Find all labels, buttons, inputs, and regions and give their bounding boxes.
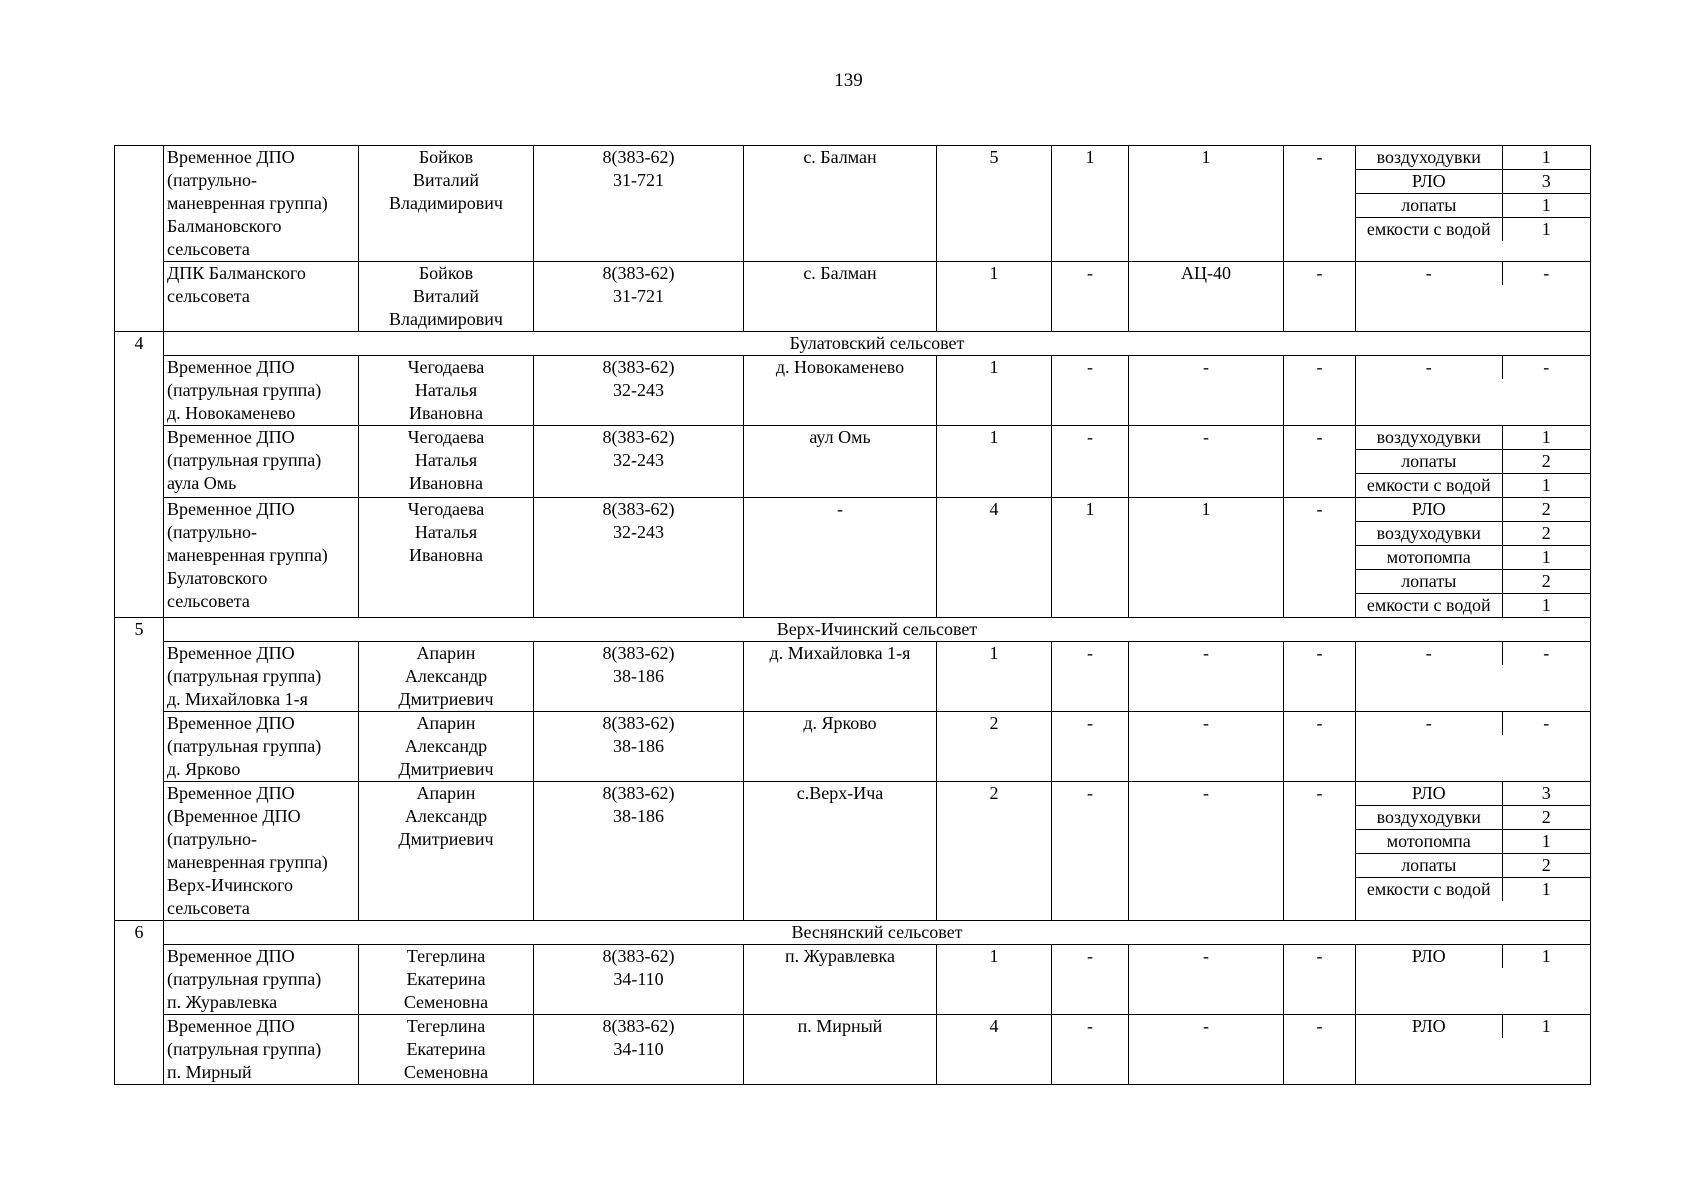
equipment-name: емкости с водой	[1366, 595, 1491, 615]
cell-line: Ивановна	[408, 473, 483, 493]
unit-name	[164, 146, 359, 262]
unit-name	[164, 642, 359, 712]
table-row	[115, 782, 1591, 921]
cell-line: (патрульная группа)	[167, 666, 322, 686]
unit-head	[359, 262, 534, 332]
cell-line: 32-243	[613, 450, 664, 470]
cell-line: п. Мирный	[167, 1062, 252, 1082]
unit-head	[359, 426, 534, 498]
equipment-item	[1356, 806, 1590, 830]
equipment-item	[1356, 170, 1590, 194]
cell-line: 8(383-62)	[602, 946, 675, 966]
cell-c3: -	[1129, 642, 1284, 712]
cell-c3: -	[1129, 712, 1284, 782]
cell-line: маневренная группа)	[167, 545, 328, 565]
equipment-item	[1356, 546, 1590, 570]
cell-line: 34-110	[613, 969, 664, 989]
cell-c4: -	[1284, 712, 1356, 782]
cell-line: 8(383-62)	[602, 147, 675, 167]
equipment-count: -	[1502, 642, 1590, 665]
cell-c1: 4	[937, 498, 1052, 618]
cell-line: аула Омь	[167, 473, 237, 493]
cell-line: 34-110	[613, 1039, 664, 1059]
group-number	[115, 146, 164, 332]
equipment-list	[1356, 945, 1590, 968]
cell-line: (патрульная группа)	[167, 969, 322, 989]
cell-line: 8(383-62)	[602, 263, 675, 283]
equipment-count: 1	[1502, 194, 1590, 218]
equipment-cell	[1356, 712, 1591, 782]
cell-line: (патрульно-	[167, 522, 258, 542]
group-number: 6	[115, 921, 164, 1085]
cell-c4: -	[1284, 356, 1356, 426]
equipment-count: -	[1502, 356, 1590, 379]
cell-line: 8(383-62)	[602, 643, 675, 663]
cell-place: аул Омь	[744, 426, 937, 498]
cell-c4: -	[1284, 945, 1356, 1015]
cell-line: 8(383-62)	[602, 1016, 675, 1036]
cell-line: Виталий	[412, 170, 480, 190]
cell-line: Семеновна	[403, 1062, 489, 1082]
cell-line: Наталья	[414, 522, 478, 542]
cell-line: Апарин	[416, 643, 476, 663]
equipment-count: -	[1502, 262, 1590, 285]
cell-c4: -	[1284, 642, 1356, 712]
cell-place: п. Журавлевка	[744, 945, 937, 1015]
cell-line: Наталья	[414, 450, 478, 470]
equipment-count: 2	[1502, 570, 1590, 594]
equipment-list	[1356, 1015, 1590, 1038]
cell-line: 31-721	[613, 170, 664, 190]
cell-place: д. Михайловка 1-я	[744, 642, 937, 712]
cell-c1: 1	[937, 945, 1052, 1015]
equipment-cell	[1356, 426, 1591, 498]
equipment-name: воздуходувки	[1356, 146, 1502, 170]
equipment-item	[1356, 262, 1590, 285]
unit-name	[164, 498, 359, 618]
unit-name	[164, 945, 359, 1015]
equipment-count: 1	[1502, 426, 1590, 450]
equipment-item	[1356, 522, 1590, 546]
table-row	[115, 945, 1591, 1015]
cell-line: Временное ДПО	[167, 499, 295, 519]
cell-line: 32-243	[613, 522, 664, 542]
equipment-count: 1	[1502, 945, 1590, 968]
equipment-item	[1356, 450, 1590, 474]
equipment-list	[1356, 426, 1590, 497]
equipment-item	[1356, 830, 1590, 854]
table-row	[115, 498, 1591, 618]
equipment-item	[1356, 782, 1590, 806]
unit-name	[164, 782, 359, 921]
equipment-name: РЛО	[1411, 946, 1446, 966]
cell-c4: -	[1284, 262, 1356, 332]
cell-line: Наталья	[414, 380, 478, 400]
table-row	[115, 146, 1591, 262]
cell-line: ДПК Балманского	[167, 263, 306, 283]
cell-c4: -	[1284, 146, 1356, 262]
cell-line: Временное ДПО	[167, 713, 295, 733]
cell-line: Чегодаева	[407, 357, 485, 377]
cell-line: 38-186	[613, 736, 664, 756]
equipment-name: лопаты	[1356, 194, 1502, 218]
section-title: Булатовский сельсовет	[164, 332, 1591, 356]
cell-line: Дмитриевич	[398, 829, 494, 849]
cell-c4: -	[1284, 426, 1356, 498]
equipment-item	[1356, 878, 1590, 902]
cell-c2: -	[1052, 1015, 1129, 1085]
equipment-count: 1	[1502, 594, 1590, 618]
equipment-count: 2	[1502, 522, 1590, 546]
cell-c3: 1	[1129, 146, 1284, 262]
cell-line: Временное ДПО	[167, 783, 295, 803]
cell-place: с. Балман	[744, 262, 937, 332]
unit-phone	[534, 1015, 744, 1085]
equipment-cell	[1356, 642, 1591, 712]
cell-line: Владимирович	[389, 309, 503, 329]
cell-line: Временное ДПО	[167, 1016, 295, 1036]
cell-line: Бойков	[418, 147, 474, 167]
cell-line: Временное ДПО	[167, 643, 295, 663]
unit-phone	[534, 498, 744, 618]
cell-line: Тегерлина	[406, 1016, 486, 1036]
cell-line: 38-186	[613, 806, 664, 826]
equipment-name: -	[1425, 263, 1432, 283]
table-row	[115, 712, 1591, 782]
cell-line: Виталий	[412, 286, 480, 306]
cell-line: Владимирович	[389, 193, 503, 213]
section-row	[115, 618, 1591, 642]
cell-c1: 1	[937, 642, 1052, 712]
cell-line: (патрульная группа)	[167, 380, 322, 400]
cell-line: Балмановского	[167, 216, 282, 236]
cell-c1: 4	[937, 1015, 1052, 1085]
group-number: 4	[115, 332, 164, 618]
cell-line: сельсовета	[167, 239, 250, 259]
cell-line: (патрульно-	[167, 829, 258, 849]
cell-line: 8(383-62)	[602, 713, 675, 733]
cell-line: Чегодаева	[407, 427, 485, 447]
cell-c1: 1	[937, 262, 1052, 332]
unit-head	[359, 782, 534, 921]
equipment-item	[1356, 474, 1590, 498]
cell-c3: -	[1129, 356, 1284, 426]
cell-c4: -	[1284, 498, 1356, 618]
cell-line: (патрульная группа)	[167, 450, 322, 470]
equipment-name: мотопомпа	[1356, 546, 1502, 570]
equipment-count: 1	[1502, 1015, 1590, 1038]
unit-name	[164, 712, 359, 782]
cell-c2: -	[1052, 945, 1129, 1015]
equipment-item	[1356, 570, 1590, 594]
cell-line: п. Журавлевка	[167, 992, 278, 1012]
equipment-name: РЛО	[1411, 1016, 1446, 1036]
cell-line: Апарин	[416, 783, 476, 803]
unit-phone	[534, 712, 744, 782]
section-title: Веснянский сельсовет	[164, 921, 1591, 945]
cell-line: Булатовского	[167, 568, 268, 588]
unit-name	[164, 426, 359, 498]
cell-c3: -	[1129, 782, 1284, 921]
section-row	[115, 332, 1591, 356]
cell-line: Александр	[404, 666, 488, 686]
page-number: 139	[834, 70, 863, 91]
equipment-cell	[1356, 945, 1591, 1015]
equipment-count: 2	[1502, 806, 1590, 830]
equipment-item	[1356, 498, 1590, 522]
equipment-count: 1	[1502, 218, 1590, 242]
equipment-item	[1356, 218, 1590, 242]
cell-line: маневренная группа)	[167, 193, 328, 213]
section-title: Верх-Ичинский сельсовет	[164, 618, 1591, 642]
group-number: 5	[115, 618, 164, 921]
equipment-list	[1356, 146, 1590, 241]
equipment-count: 2	[1502, 498, 1590, 522]
cell-line: д. Новокаменево	[167, 403, 296, 423]
table-row	[115, 356, 1591, 426]
unit-head	[359, 356, 534, 426]
equipment-cell	[1356, 1015, 1591, 1085]
table-row	[115, 426, 1591, 498]
cell-line: Ивановна	[408, 545, 483, 565]
equipment-list	[1356, 642, 1590, 665]
equipment-name: емкости с водой	[1366, 879, 1491, 899]
cell-line: Апарин	[416, 713, 476, 733]
cell-line: (патрульно-	[167, 170, 258, 190]
equipment-name: воздуходувки	[1356, 426, 1502, 450]
equipment-item	[1356, 1015, 1590, 1038]
unit-name	[164, 356, 359, 426]
cell-line: (патрульная группа)	[167, 1039, 322, 1059]
equipment-item	[1356, 945, 1590, 968]
unit-phone	[534, 782, 744, 921]
cell-line: 8(383-62)	[602, 427, 675, 447]
cell-line: Тегерлина	[406, 946, 486, 966]
cell-line: 38-186	[613, 666, 664, 686]
cell-c1: 2	[937, 782, 1052, 921]
cell-place: -	[744, 498, 937, 618]
cell-line: сельсовета	[167, 898, 250, 918]
cell-c2: 1	[1052, 498, 1129, 618]
unit-phone	[534, 945, 744, 1015]
equipment-list	[1356, 712, 1590, 735]
cell-c2: -	[1052, 642, 1129, 712]
equipment-count: 1	[1502, 474, 1590, 498]
unit-head	[359, 945, 534, 1015]
equipment-count: 3	[1502, 782, 1590, 806]
equipment-name: лопаты	[1356, 854, 1502, 878]
cell-place: с.Верх-Ича	[744, 782, 937, 921]
cell-line: 32-243	[613, 380, 664, 400]
unit-name	[164, 262, 359, 332]
equipment-cell	[1356, 498, 1591, 618]
unit-phone	[534, 356, 744, 426]
equipment-list	[1356, 782, 1590, 901]
cell-line: (Временное ДПО	[167, 806, 301, 826]
unit-head	[359, 1015, 534, 1085]
equipment-item	[1356, 146, 1590, 170]
cell-c3: -	[1129, 426, 1284, 498]
unit-head	[359, 146, 534, 262]
equipment-count: 1	[1502, 546, 1590, 570]
equipment-cell	[1356, 262, 1591, 332]
equipment-name: РЛО	[1356, 498, 1502, 522]
equipment-name: -	[1425, 713, 1432, 733]
cell-c4: -	[1284, 782, 1356, 921]
unit-head	[359, 498, 534, 618]
cell-c2: -	[1052, 782, 1129, 921]
cell-line: Екатерина	[406, 1039, 486, 1059]
equipment-item	[1356, 712, 1590, 735]
cell-line: Чегодаева	[407, 499, 485, 519]
equipment-item	[1356, 594, 1590, 618]
equipment-name: РЛО	[1356, 782, 1502, 806]
equipment-cell	[1356, 356, 1591, 426]
cell-place: д. Новокаменево	[744, 356, 937, 426]
cell-c3: 1	[1129, 498, 1284, 618]
cell-c3: -	[1129, 945, 1284, 1015]
equipment-name: лопаты	[1356, 570, 1502, 594]
cell-c3: -	[1129, 1015, 1284, 1085]
equipment-name: емкости с водой	[1366, 475, 1491, 495]
cell-c2: -	[1052, 356, 1129, 426]
equipment-count: 2	[1502, 450, 1590, 474]
cell-c1: 1	[937, 426, 1052, 498]
cell-c4: -	[1284, 1015, 1356, 1085]
cell-c1: 5	[937, 146, 1052, 262]
cell-place: п. Мирный	[744, 1015, 937, 1085]
table-row	[115, 642, 1591, 712]
unit-phone	[534, 146, 744, 262]
cell-line: сельсовета	[167, 286, 250, 306]
cell-line: (патрульная группа)	[167, 736, 322, 756]
cell-line: Временное ДПО	[167, 357, 295, 377]
equipment-item	[1356, 356, 1590, 379]
cell-line: Дмитриевич	[398, 689, 494, 709]
equipment-list	[1356, 262, 1590, 285]
equipment-count: 1	[1502, 878, 1590, 902]
equipment-count: 3	[1502, 170, 1590, 194]
equipment-count: 1	[1502, 830, 1590, 854]
cell-line: Временное ДПО	[167, 147, 295, 167]
equipment-name: воздуходувки	[1356, 806, 1502, 830]
cell-place: д. Ярково	[744, 712, 937, 782]
equipment-item	[1356, 854, 1590, 878]
equipment-list	[1356, 498, 1590, 617]
cell-line: 8(383-62)	[602, 783, 675, 803]
cell-line: Екатерина	[406, 969, 486, 989]
equipment-name: воздуходувки	[1356, 522, 1502, 546]
cell-c2: -	[1052, 426, 1129, 498]
cell-place: с. Балман	[744, 146, 937, 262]
cell-line: Бойков	[418, 263, 474, 283]
table-body	[115, 146, 1591, 1085]
equipment-cell	[1356, 146, 1591, 262]
cell-line: сельсовета	[167, 591, 250, 611]
cell-c1: 2	[937, 712, 1052, 782]
table-row	[115, 1015, 1591, 1085]
equipment-name: емкости с водой	[1366, 219, 1491, 239]
cell-line: Дмитриевич	[398, 759, 494, 779]
table-row	[115, 262, 1591, 332]
fire-units-table	[114, 145, 1591, 1085]
unit-phone	[534, 426, 744, 498]
equipment-item	[1356, 426, 1590, 450]
cell-line: маневренная группа)	[167, 852, 328, 872]
cell-line: 31-721	[613, 286, 664, 306]
cell-line: Ивановна	[408, 403, 483, 423]
equipment-count: 1	[1502, 146, 1590, 170]
cell-line: Александр	[404, 736, 488, 756]
cell-c1: 1	[937, 356, 1052, 426]
unit-phone	[534, 262, 744, 332]
equipment-name: мотопомпа	[1356, 830, 1502, 854]
equipment-list	[1356, 356, 1590, 379]
equipment-cell	[1356, 782, 1591, 921]
cell-line: Временное ДПО	[167, 427, 295, 447]
cell-line: д. Михайловка 1-я	[167, 689, 308, 709]
equipment-name: РЛО	[1356, 170, 1502, 194]
cell-line: Александр	[404, 806, 488, 826]
unit-phone	[534, 642, 744, 712]
equipment-count: 2	[1502, 854, 1590, 878]
cell-c2: 1	[1052, 146, 1129, 262]
unit-head	[359, 642, 534, 712]
equipment-count: -	[1502, 712, 1590, 735]
cell-line: Верх-Ичинского	[167, 875, 294, 895]
unit-name	[164, 1015, 359, 1085]
cell-line: д. Ярково	[167, 759, 241, 779]
equipment-name: лопаты	[1356, 450, 1502, 474]
cell-line: 8(383-62)	[602, 499, 675, 519]
cell-c2: -	[1052, 262, 1129, 332]
equipment-name: -	[1425, 643, 1432, 663]
unit-head	[359, 712, 534, 782]
cell-c2: -	[1052, 712, 1129, 782]
cell-c3: АЦ-40	[1129, 262, 1284, 332]
section-row	[115, 921, 1591, 945]
equipment-name: -	[1425, 357, 1432, 377]
equipment-item	[1356, 194, 1590, 218]
cell-line: Временное ДПО	[167, 946, 295, 966]
cell-line: Семеновна	[403, 992, 489, 1012]
equipment-item	[1356, 642, 1590, 665]
cell-line: 8(383-62)	[602, 357, 675, 377]
